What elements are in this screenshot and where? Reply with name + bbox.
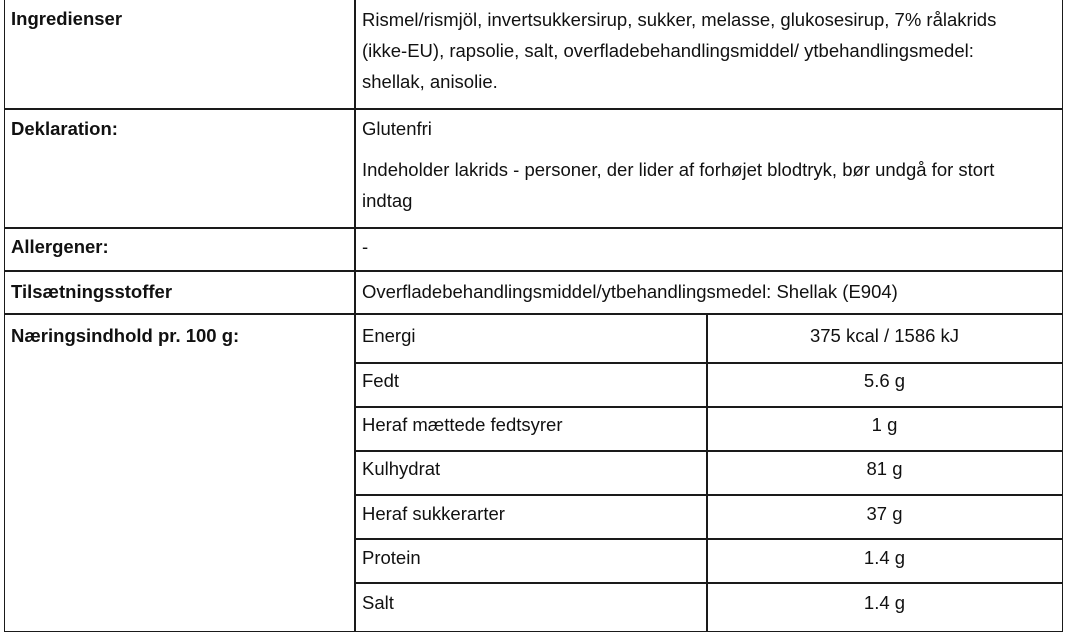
nutrition-label: Næringsindhold pr. 100 g: <box>11 325 240 346</box>
ingredients-line-1: Rismel/rismjöl, invertsukkersirup, sukker, melasse, glukosesirup, 7% rålakrids <box>362 9 997 30</box>
nutrition-row-divider <box>354 450 1063 452</box>
nutrition-item-name: Heraf mættede fedtsyrer <box>362 414 563 435</box>
allergens-label: Allergener: <box>11 236 109 257</box>
nutrition-item-value: 1 g <box>871 414 898 435</box>
nutrition-item-name: Kulhydrat <box>362 458 441 479</box>
nutrition-item-value: 37 g <box>866 503 903 524</box>
nutrition-item-name: Protein <box>362 547 421 568</box>
nutrition-item-value: 81 g <box>866 458 903 479</box>
nutrition-row-divider <box>354 494 1063 496</box>
row-divider <box>4 108 1063 110</box>
declaration-label: Deklaration: <box>11 118 118 139</box>
row-divider <box>4 227 1063 229</box>
nutrition-item-name: Salt <box>362 592 394 613</box>
nutrition-item-value: 375 kcal / 1586 kJ <box>809 325 960 346</box>
nutrition-row-divider <box>354 538 1063 540</box>
additives-value: Overfladebehandlingsmiddel/ytbehandlingsmedel: Shellak (E904) <box>362 281 898 302</box>
additives-label: Tilsætningsstoffer <box>11 281 173 302</box>
nutrition-item-value: 1.4 g <box>863 592 906 613</box>
declaration-warning-line-1: Indeholder lakrids - personer, der lider af forhøjet blodtryk, bør undgå for stort <box>362 159 995 180</box>
row-divider <box>4 270 1063 272</box>
allergens-value: - <box>362 236 369 257</box>
nutrition-item-name: Fedt <box>362 370 400 391</box>
nutrition-item-value: 1.4 g <box>863 547 906 568</box>
nutrition-row-divider <box>354 406 1063 408</box>
row-divider <box>4 313 1063 315</box>
nutrition-row-divider <box>354 362 1063 364</box>
nutrition-item-name: Energi <box>362 325 416 346</box>
nutrition-row-divider <box>354 582 1063 584</box>
nutrition-item-name: Heraf sukkerarter <box>362 503 505 524</box>
ingredients-line-2: (ikke-EU), rapsolie, salt, overfladebehandlingsmiddel/ ytbehandlingsmedel: <box>362 40 974 61</box>
column-divider <box>354 0 356 632</box>
declaration-warning-line-2: indtag <box>362 190 413 211</box>
ingredients-line-3: shellak, anisolie. <box>362 71 498 92</box>
nutrition-item-value: 5.6 g <box>863 370 906 391</box>
ingredients-label: Ingredienser <box>11 8 123 29</box>
declaration-gluten-free: Glutenfri <box>362 118 432 139</box>
